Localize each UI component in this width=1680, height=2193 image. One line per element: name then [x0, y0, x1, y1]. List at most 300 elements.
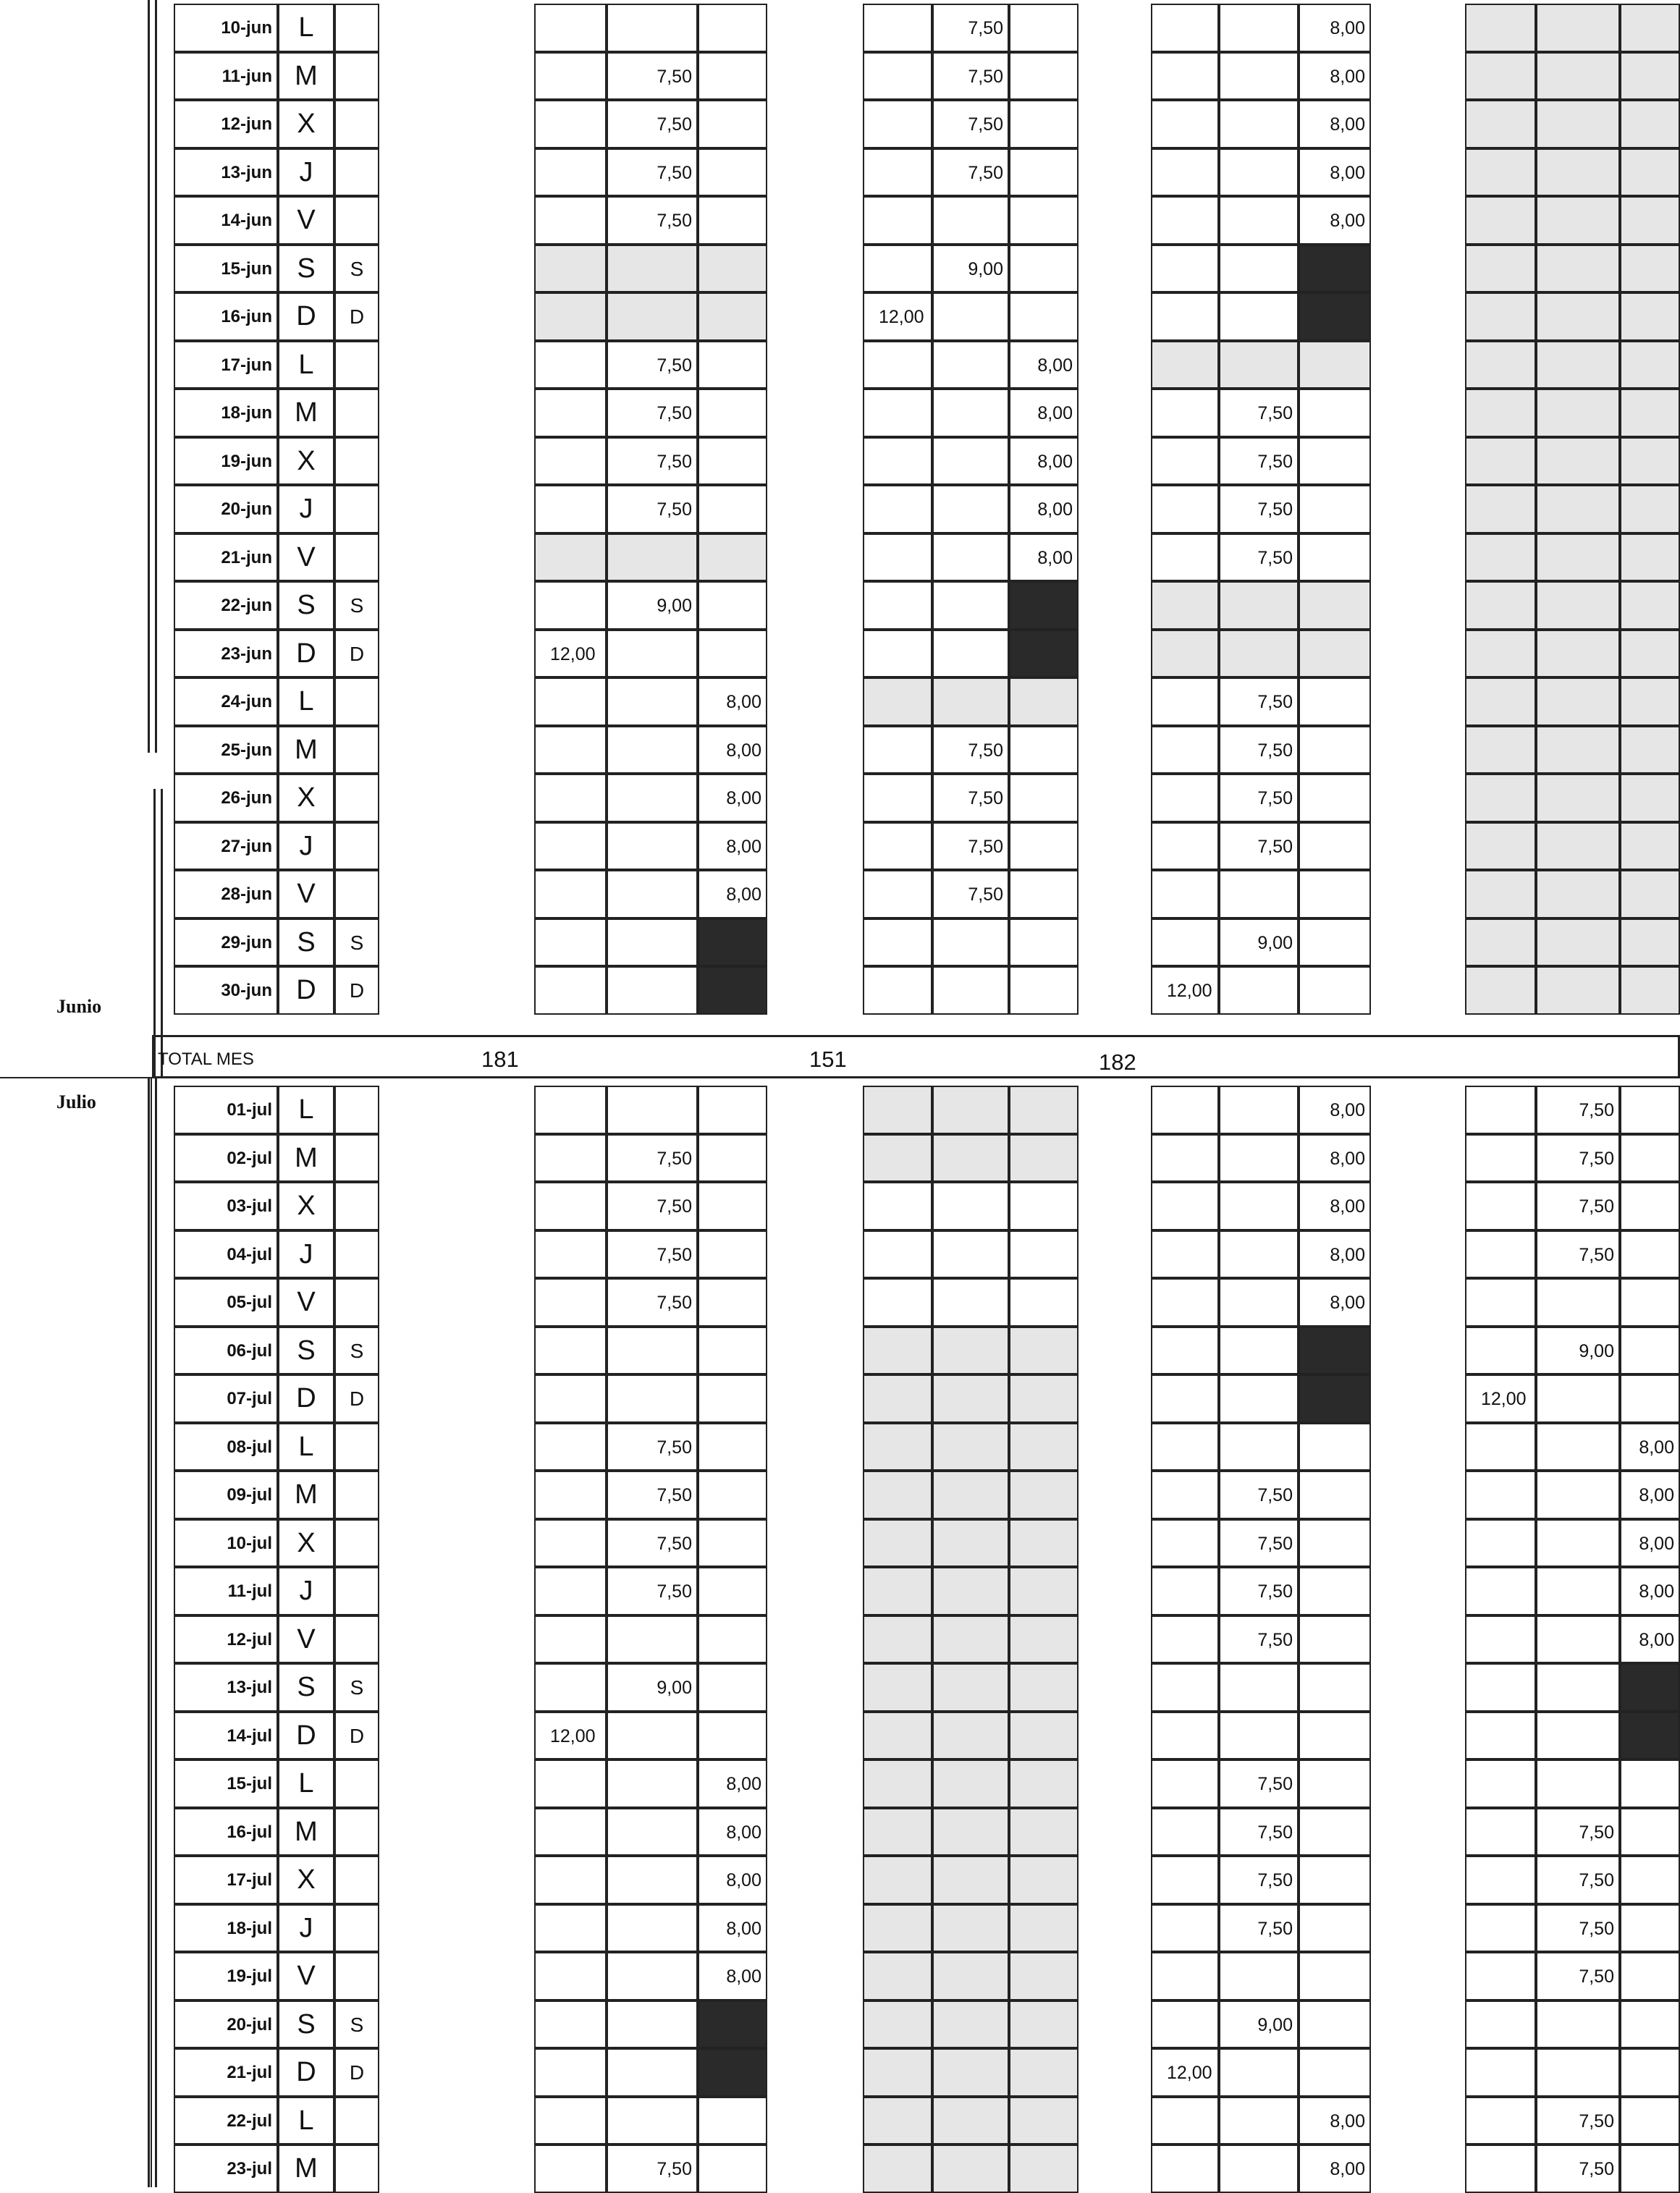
- shift-3-cell: [1219, 100, 1299, 148]
- shift-1-cell: [534, 1519, 607, 1568]
- shift-3-cell: [1151, 822, 1219, 871]
- shift-2-cell: [932, 630, 1009, 678]
- day-letter: V: [297, 879, 316, 909]
- shift-4-cell: [1536, 341, 1620, 389]
- shift-3-cell: [1151, 2000, 1219, 2049]
- shift-1-cell: [698, 100, 767, 148]
- shift-4-cell: [1620, 1086, 1680, 1134]
- shift-3-cell: [1299, 1374, 1371, 1423]
- shift-3-cell: [1151, 485, 1219, 533]
- date-label: 18-jul: [227, 1918, 272, 1938]
- weekend-cell: [334, 2097, 379, 2145]
- shift-4-cell: [1465, 1134, 1536, 1183]
- shift-4-cell: [1465, 677, 1536, 726]
- day-letter: J: [299, 1912, 313, 1943]
- shift-2-hours: 8,00: [1037, 499, 1073, 520]
- shift-4-cell: [1465, 1615, 1536, 1664]
- shift-1-cell: [534, 1423, 607, 1471]
- shift-1-cell: [698, 1374, 767, 1423]
- shift-4-cell: [1536, 1471, 1620, 1519]
- weekend-cell: [334, 485, 379, 533]
- shift-2-cell: [932, 1759, 1009, 1808]
- shift-2-cell: [1009, 630, 1079, 678]
- shift-3-cell: [1219, 966, 1299, 1015]
- shift-1-hours: 7,50: [657, 1485, 692, 1505]
- shift-3-cell: [1151, 533, 1219, 582]
- shift-4-cell: [1620, 822, 1680, 871]
- shift-4-cell: [1465, 870, 1536, 918]
- shift-1-cell: [607, 1615, 698, 1664]
- date-label: 06-jul: [227, 1340, 272, 1361]
- shift-2-hours: 7,50: [968, 66, 1003, 87]
- weekend-cell: [334, 677, 379, 726]
- shift-3-cell: [1151, 2097, 1219, 2145]
- shift-3-cell: [1219, 1182, 1299, 1230]
- shift-4-cell: [1465, 822, 1536, 871]
- shift-2-cell: [863, 389, 932, 437]
- shift-1-hours: 8,00: [726, 836, 761, 857]
- shift-2-cell: [863, 1808, 932, 1856]
- shift-2-cell: [863, 4, 932, 52]
- shift-2-cell: [1009, 1423, 1079, 1471]
- column-rule: [155, 1078, 157, 2187]
- shift-2-cell: [1009, 100, 1079, 148]
- shift-4-cell: [1465, 1230, 1536, 1279]
- date-label: 11-jul: [227, 1581, 272, 1601]
- shift-4-cell: [1620, 1856, 1680, 1904]
- shift-2-cell: [932, 1567, 1009, 1615]
- shift-2-cell: [1009, 774, 1079, 822]
- shift-1-hours: 7,50: [657, 1581, 692, 1602]
- shift-2-cell: [863, 966, 932, 1015]
- shift-1-cell: [534, 918, 607, 967]
- weekend-cell: [334, 2145, 379, 2193]
- shift-4-cell: [1465, 52, 1536, 101]
- shift-4-cell: [1536, 4, 1620, 52]
- shift-2-cell: [932, 292, 1009, 341]
- shift-1-cell: [698, 1086, 767, 1134]
- shift-4-cell: [1465, 1182, 1536, 1230]
- shift-4-cell: [1620, 245, 1680, 293]
- shift-2-cell: [932, 1374, 1009, 1423]
- shift-1-cell: [698, 1615, 767, 1664]
- shift-1-hours: 8,00: [726, 1918, 761, 1939]
- date-label: 12-jul: [227, 1629, 272, 1649]
- shift-3-cell: [1151, 1230, 1219, 1279]
- shift-1-cell: [534, 292, 607, 341]
- shift-2-cell: [863, 822, 932, 871]
- shift-1-hours: 7,50: [657, 1437, 692, 1458]
- shift-4-cell: [1465, 1952, 1536, 2000]
- shift-1-hours: 7,50: [657, 162, 692, 183]
- shift-2-cell: [863, 1471, 932, 1519]
- shift-4-cell: [1536, 485, 1620, 533]
- day-letter: J: [299, 1238, 313, 1269]
- shift-4-cell: [1536, 389, 1620, 437]
- date-label: 17-jul: [227, 1870, 272, 1890]
- shift-2-cell: [863, 2097, 932, 2145]
- shift-4-cell: [1620, 1230, 1680, 1279]
- shift-1-cell: [534, 389, 607, 437]
- shift-4-cell: [1465, 1856, 1536, 1904]
- shift-3-cell: [1151, 341, 1219, 389]
- shift-2-hours: 12,00: [879, 307, 924, 327]
- shift-2-cell: [932, 677, 1009, 726]
- shift-4-cell: [1536, 245, 1620, 293]
- shift-4-hours: 7,50: [1579, 1148, 1614, 1169]
- date-label: 19-jul: [227, 1966, 272, 1986]
- shift-1-cell: [534, 677, 607, 726]
- shift-1-cell: [534, 533, 607, 582]
- shift-3-cell: [1151, 581, 1219, 630]
- shift-3-hours: 7,50: [1257, 692, 1293, 712]
- shift-2-cell: [863, 677, 932, 726]
- shift-4-hours: 7,50: [1579, 1822, 1614, 1843]
- shift-2-cell: [863, 245, 932, 293]
- shift-2-cell: [1009, 1663, 1079, 1712]
- shift-1-cell: [534, 1230, 607, 1279]
- shift-2-cell: [1009, 292, 1079, 341]
- shift-4-cell: [1620, 341, 1680, 389]
- total-value-2: 151: [809, 1047, 847, 1072]
- date-label: 10-jul: [227, 1533, 272, 1553]
- shift-4-cell: [1465, 726, 1536, 774]
- date-label: 04-jul: [227, 1244, 272, 1264]
- shift-2-hours: 7,50: [968, 884, 1003, 905]
- shift-2-cell: [1009, 581, 1079, 630]
- shift-4-cell: [1620, 2097, 1680, 2145]
- shift-2-hours: 8,00: [1037, 451, 1073, 472]
- shift-2-cell: [863, 581, 932, 630]
- shift-4-cell: [1620, 2000, 1680, 2049]
- shift-4-cell: [1620, 1759, 1680, 1808]
- shift-4-cell: [1536, 292, 1620, 341]
- shift-1-cell: [607, 726, 698, 774]
- shift-3-cell: [1299, 292, 1371, 341]
- shift-3-hours: 8,00: [1330, 211, 1365, 231]
- shift-4-cell: [1465, 1519, 1536, 1568]
- shift-2-cell: [932, 341, 1009, 389]
- shift-1-cell: [607, 2048, 698, 2097]
- day-letter: J: [299, 156, 313, 187]
- month-label-june: Junio: [56, 996, 102, 1017]
- shift-2-cell: [932, 1808, 1009, 1856]
- shift-4-cell: [1620, 726, 1680, 774]
- shift-4-cell: [1465, 148, 1536, 197]
- shift-2-cell: [863, 1327, 932, 1375]
- date-label: 26-jun: [221, 788, 272, 808]
- shift-4-cell: [1536, 1663, 1620, 1712]
- shift-3-cell: [1151, 1086, 1219, 1134]
- shift-2-cell: [1009, 1374, 1079, 1423]
- shift-3-cell: [1151, 630, 1219, 678]
- weekend-marker: S: [350, 594, 364, 617]
- total-label: TOTAL MES: [158, 1049, 254, 1069]
- weekend-cell: [334, 1567, 379, 1615]
- shift-4-cell: [1536, 1374, 1620, 1423]
- shift-4-cell: [1536, 148, 1620, 197]
- column-rule: [155, 0, 157, 753]
- shift-4-cell: [1620, 1327, 1680, 1375]
- shift-4-cell: [1620, 292, 1680, 341]
- shift-1-hours: 7,50: [657, 403, 692, 423]
- shift-1-cell: [534, 485, 607, 533]
- shift-2-cell: [932, 1423, 1009, 1471]
- shift-2-cell: [863, 726, 932, 774]
- shift-4-hours: 7,50: [1579, 1918, 1614, 1939]
- day-letter: L: [298, 686, 314, 717]
- day-letter: S: [297, 1672, 316, 1702]
- shift-1-hours: 9,00: [657, 1678, 692, 1698]
- shift-3-hours: 7,50: [1257, 547, 1293, 568]
- shift-1-cell: [698, 1471, 767, 1519]
- day-letter: D: [296, 1720, 316, 1751]
- shift-2-cell: [932, 2048, 1009, 2097]
- shift-2-cell: [863, 1134, 932, 1183]
- shift-2-cell: [1009, 1567, 1079, 1615]
- shift-3-hours: 7,50: [1257, 499, 1293, 520]
- shift-2-cell: [863, 2000, 932, 2049]
- shift-3-cell: [1151, 1423, 1219, 1471]
- shift-2-cell: [863, 1615, 932, 1664]
- shift-4-cell: [1465, 774, 1536, 822]
- shift-1-cell: [698, 485, 767, 533]
- shift-3-cell: [1151, 196, 1219, 245]
- shift-2-cell: [932, 1471, 1009, 1519]
- total-value-3: 182: [1099, 1049, 1136, 1075]
- shift-2-hours: 7,50: [968, 788, 1003, 808]
- shift-4-cell: [1536, 1567, 1620, 1615]
- day-letter: D: [296, 638, 316, 669]
- shift-2-cell: [1009, 148, 1079, 197]
- shift-4-cell: [1620, 52, 1680, 101]
- shift-1-hours: 8,00: [726, 788, 761, 808]
- weekend-marker: D: [349, 979, 365, 1002]
- date-label: 11-jun: [221, 66, 272, 86]
- shift-1-cell: [698, 966, 767, 1015]
- shift-1-cell: [534, 1471, 607, 1519]
- shift-2-cell: [1009, 822, 1079, 871]
- shift-4-cell: [1620, 100, 1680, 148]
- shift-1-hours: 7,50: [657, 1293, 692, 1313]
- shift-4-cell: [1536, 1615, 1620, 1664]
- shift-2-cell: [932, 2097, 1009, 2145]
- shift-4-cell: [1620, 966, 1680, 1015]
- shift-2-cell: [863, 485, 932, 533]
- date-label: 29-jun: [221, 932, 272, 952]
- shift-1-cell: [534, 437, 607, 486]
- shift-4-cell: [1465, 2097, 1536, 2145]
- shift-2-cell: [1009, 1759, 1079, 1808]
- shift-3-cell: [1299, 1327, 1371, 1375]
- shift-3-hours: 8,00: [1330, 2159, 1365, 2179]
- shift-4-cell: [1465, 292, 1536, 341]
- day-letter: L: [298, 349, 314, 380]
- shift-3-hours: 7,50: [1257, 740, 1293, 761]
- shift-4-cell: [1465, 196, 1536, 245]
- shift-4-cell: [1536, 533, 1620, 582]
- shift-2-cell: [1009, 2000, 1079, 2049]
- shift-4-cell: [1620, 1182, 1680, 1230]
- shift-2-cell: [863, 1182, 932, 1230]
- shift-4-hours: 9,00: [1579, 1340, 1614, 1361]
- shift-3-hours: 7,50: [1257, 1918, 1293, 1939]
- shift-1-cell: [607, 1374, 698, 1423]
- shift-4-cell: [1620, 4, 1680, 52]
- shift-2-cell: [863, 1374, 932, 1423]
- shift-2-cell: [1009, 2145, 1079, 2193]
- shift-4-cell: [1465, 4, 1536, 52]
- shift-2-hours: 7,50: [968, 162, 1003, 183]
- month-block-july: [0, 1077, 152, 2187]
- shift-3-cell: [1219, 341, 1299, 389]
- shift-4-cell: [1536, 870, 1620, 918]
- date-label: 17-jun: [221, 355, 272, 375]
- shift-1-cell: [607, 1759, 698, 1808]
- shift-2-cell: [863, 1086, 932, 1134]
- shift-2-cell: [863, 196, 932, 245]
- date-label: 12-jun: [221, 114, 272, 134]
- shift-3-cell: [1151, 1615, 1219, 1664]
- shift-2-cell: [863, 533, 932, 582]
- shift-3-cell: [1299, 1567, 1371, 1615]
- shift-1-cell: [607, 774, 698, 822]
- shift-4-hours: 7,50: [1579, 2159, 1614, 2179]
- shift-4-cell: [1620, 677, 1680, 726]
- weekend-cell: [334, 870, 379, 918]
- shift-3-cell: [1299, 870, 1371, 918]
- shift-3-cell: [1299, 1615, 1371, 1664]
- shift-3-cell: [1151, 1567, 1219, 1615]
- shift-1-cell: [534, 341, 607, 389]
- weekend-cell: [334, 1182, 379, 1230]
- shift-3-cell: [1299, 1663, 1371, 1712]
- shift-3-cell: [1299, 437, 1371, 486]
- shift-2-cell: [1009, 1182, 1079, 1230]
- shift-1-cell: [534, 1278, 607, 1327]
- shift-1-cell: [698, 630, 767, 678]
- shift-4-cell: [1536, 52, 1620, 101]
- shift-2-cell: [932, 2000, 1009, 2049]
- shift-1-hours: 8,00: [726, 1966, 761, 1987]
- shift-2-cell: [932, 1086, 1009, 1134]
- shift-2-hours: 7,50: [968, 18, 1003, 38]
- shift-1-hours: 7,50: [657, 499, 692, 520]
- shift-1-hours: 7,50: [657, 211, 692, 231]
- shift-2-cell: [863, 1519, 932, 1568]
- shift-3-cell: [1299, 581, 1371, 630]
- shift-2-cell: [932, 918, 1009, 967]
- shift-1-cell: [607, 918, 698, 967]
- weekend-cell: [334, 774, 379, 822]
- shift-1-hours: 12,00: [550, 1725, 596, 1746]
- shift-2-cell: [863, 1904, 932, 1953]
- shift-2-hours: 7,50: [968, 114, 1003, 135]
- day-letter: S: [297, 1335, 316, 1366]
- weekend-cell: [334, 100, 379, 148]
- shift-3-cell: [1151, 1904, 1219, 1953]
- shift-1-cell: [607, 245, 698, 293]
- shift-1-cell: [534, 1663, 607, 1712]
- weekend-cell: [334, 389, 379, 437]
- shift-4-cell: [1620, 1663, 1680, 1712]
- day-letter: L: [298, 12, 314, 43]
- shift-2-cell: [1009, 245, 1079, 293]
- shift-4-cell: [1465, 100, 1536, 148]
- date-label: 13-jun: [221, 162, 272, 182]
- date-label: 13-jul: [227, 1678, 272, 1697]
- shift-2-cell: [932, 1230, 1009, 1279]
- shift-1-cell: [534, 2048, 607, 2097]
- shift-2-cell: [1009, 870, 1079, 918]
- shift-1-cell: [607, 533, 698, 582]
- shift-3-cell: [1299, 677, 1371, 726]
- shift-4-hours: 7,50: [1579, 2110, 1614, 2131]
- shift-1-cell: [534, 822, 607, 871]
- shift-1-hours: 7,50: [657, 2159, 692, 2179]
- weekend-cell: [334, 822, 379, 871]
- shift-3-cell: [1151, 774, 1219, 822]
- shift-2-cell: [1009, 677, 1079, 726]
- shift-2-cell: [1009, 1519, 1079, 1568]
- shift-1-cell: [534, 100, 607, 148]
- shift-1-cell: [698, 2097, 767, 2145]
- shift-1-cell: [698, 1423, 767, 1471]
- shift-2-cell: [1009, 966, 1079, 1015]
- shift-3-cell: [1219, 1086, 1299, 1134]
- shift-3-cell: [1219, 1423, 1299, 1471]
- shift-4-cell: [1536, 2000, 1620, 2049]
- date-label: 23-jun: [221, 643, 272, 664]
- shift-1-cell: [534, 1374, 607, 1423]
- shift-4-cell: [1536, 1423, 1620, 1471]
- shift-3-cell: [1219, 52, 1299, 101]
- weekend-marker: D: [349, 1724, 365, 1747]
- weekend-marker: D: [349, 1387, 365, 1410]
- shift-1-cell: [698, 52, 767, 101]
- shift-1-cell: [534, 2000, 607, 2049]
- day-letter: S: [297, 590, 316, 620]
- weekend-marker: S: [350, 931, 364, 954]
- shift-4-hours: 7,50: [1579, 1196, 1614, 1217]
- day-letter: D: [296, 1383, 316, 1414]
- shift-4-cell: [1620, 630, 1680, 678]
- shift-1-cell: [607, 1856, 698, 1904]
- total-row: [152, 1035, 1680, 1078]
- shift-3-cell: [1219, 1663, 1299, 1712]
- shift-4-cell: [1620, 533, 1680, 582]
- shift-3-cell: [1151, 870, 1219, 918]
- shift-4-cell: [1620, 2145, 1680, 2193]
- shift-3-cell: [1151, 677, 1219, 726]
- shift-3-cell: [1151, 1471, 1219, 1519]
- shift-2-cell: [932, 389, 1009, 437]
- date-label: 07-jul: [227, 1389, 272, 1408]
- shift-2-cell: [863, 1712, 932, 1760]
- day-letter: X: [297, 109, 316, 139]
- shift-1-cell: [698, 389, 767, 437]
- shift-1-cell: [607, 822, 698, 871]
- shift-2-cell: [863, 148, 932, 197]
- shift-2-cell: [863, 1952, 932, 2000]
- shift-4-cell: [1536, 100, 1620, 148]
- weekend-cell: [334, 1952, 379, 2000]
- shift-2-cell: [1009, 1086, 1079, 1134]
- shift-2-cell: [1009, 1230, 1079, 1279]
- shift-2-cell: [932, 1952, 1009, 2000]
- shift-2-cell: [863, 630, 932, 678]
- shift-2-cell: [932, 533, 1009, 582]
